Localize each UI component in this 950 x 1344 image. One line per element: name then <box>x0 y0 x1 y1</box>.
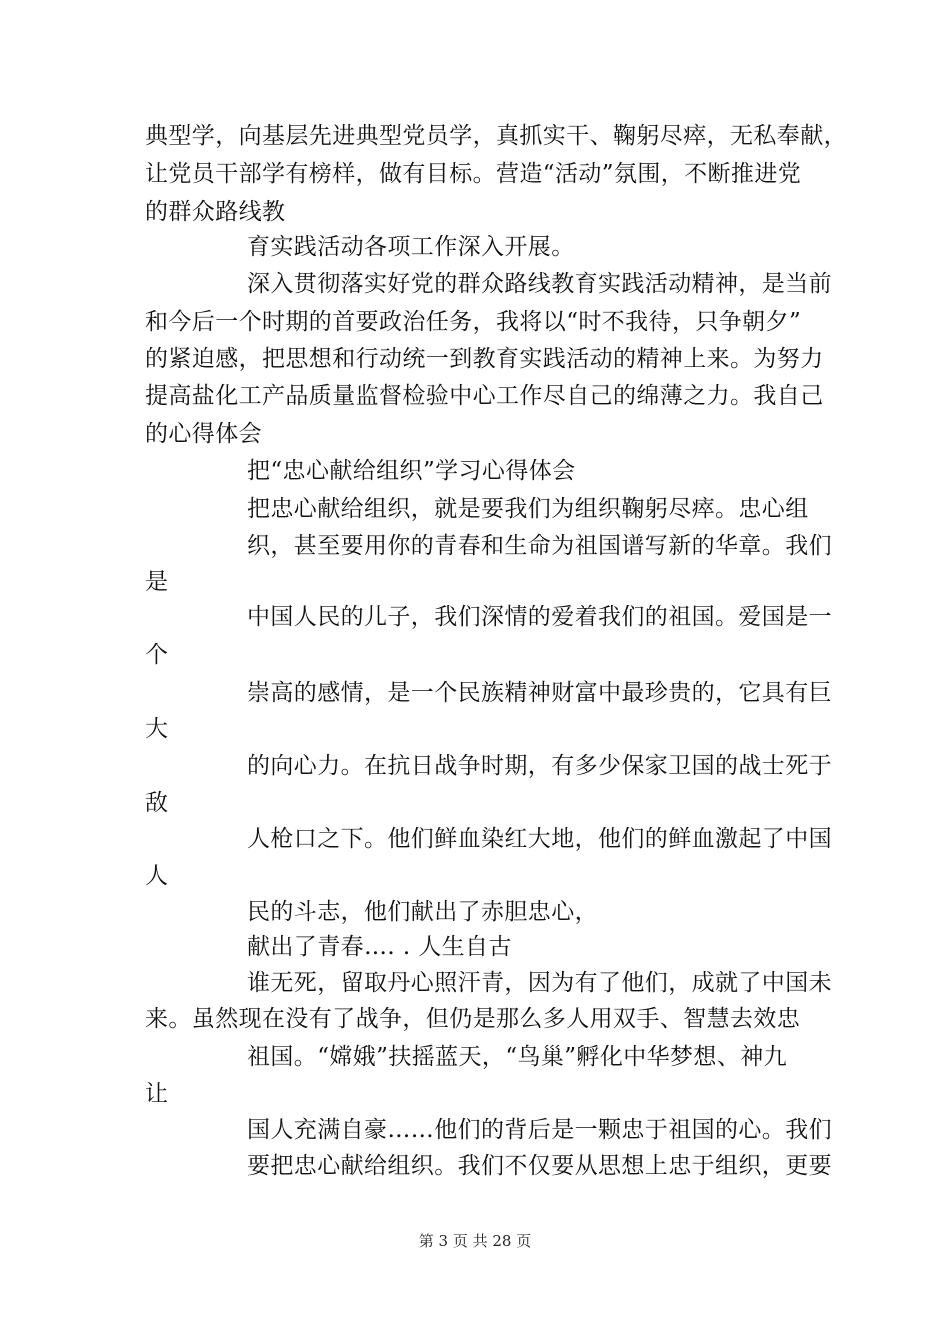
text-line: 把“忠心献给组织”学习心得体会 <box>247 458 576 484</box>
text-line: 深入贯彻落实好党的群众路线教育实践活动精神，是当前 <box>247 271 832 297</box>
text-line: 中国人民的儿子，我们深情的爱着我们的祖国。爱国是一 <box>247 604 832 630</box>
text-line: 敌 <box>145 790 169 816</box>
text-line: 人枪口之下。他们鲜血染红大地，他们的鲜血激起了中国 <box>247 826 832 852</box>
text-line: 让 <box>145 1081 169 1107</box>
text-line: 的向心力。在抗日战争时期，有多少保家卫国的战士死于 <box>247 753 832 779</box>
text-line: 的心得体会 <box>145 421 262 447</box>
text-line: 民的斗志，他们献出了赤胆忠心， <box>247 899 598 925</box>
text-line: 献出了青春…. . 人生自古 <box>247 934 512 960</box>
text-line: 个 <box>145 642 169 668</box>
text-line: 的紧迫感，把思想和行动统一到教育实践活动的精神上来。为努力 <box>145 346 824 372</box>
text-line: 和今后一个时期的首要政治任务，我将以“时不我待，只争朝夕” <box>145 309 802 335</box>
text-line: 谁无死，留取丹心照汗青，因为有了他们，成就了中国未 <box>247 970 832 996</box>
text-line: 育实践活动各项工作深入开展。 <box>247 234 575 260</box>
text-line: 典型学，向基层先进典型党员学，真抓实干、鞠躬尽瘁，无私奉献， <box>145 123 847 149</box>
text-line: 提高盐化工产品质量监督检验中心工作尽自己的绵薄之力。我自己 <box>145 383 824 409</box>
text-line: 让党员干部学有榜样，做有目标。营造“活动”氛围，不断推进党 <box>145 161 802 187</box>
text-line: 是 <box>145 569 169 595</box>
text-line: 祖国。“嫦娥”扶摇蓝天，“鸟巢”孵化中华梦想、神九 <box>247 1044 788 1070</box>
text-line: 国人充满自豪……他们的背后是一颗忠于祖国的心。我们 <box>247 1117 832 1143</box>
text-line: 来。虽然现在没有了战争，但仍是那么多人用双手、智慧去效忠 <box>145 1006 801 1032</box>
text-line: 把忠心献给组织，就是要我们为组织鞠躬尽瘁。忠心组 <box>247 496 809 522</box>
page-number: 第 3 页 共 28 页 <box>418 1232 532 1250</box>
text-line: 要把忠心献给组织。我们不仅要从思想上忠于组织，更要 <box>247 1153 832 1179</box>
text-line: 的群众路线教 <box>145 199 286 225</box>
text-line: 大 <box>145 716 169 742</box>
text-line: 人 <box>145 863 169 889</box>
text-line: 崇高的感情，是一个民族精神财富中最珍贵的，它具有巨 <box>247 680 832 706</box>
text-line: 织，甚至要用你的青春和生命为祖国谱写新的华章。我们 <box>247 533 832 559</box>
